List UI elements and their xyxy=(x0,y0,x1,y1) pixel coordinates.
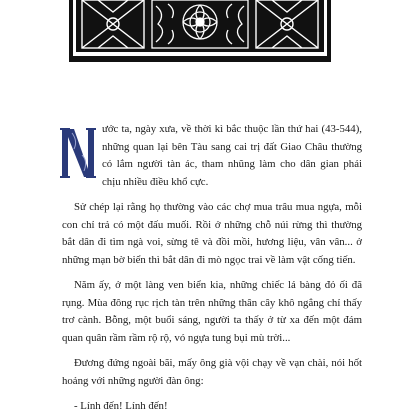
chapter-body xyxy=(62,121,362,416)
dropcap-n-icon xyxy=(60,127,96,179)
dialogue-line: - Lính đến! Lính đến! xyxy=(74,400,168,412)
paragraph-opening xyxy=(62,121,362,191)
paragraph: Sử chép lại rằng họ thường vào các chợ mua trâu mua ngựa, mỗi con chỉ trả có một đấu muối. Rồi ở những chỗ núi rừng thì thường bắt dân đi tìm ngà voi, sừng tê và đồi mồi, hương liệu, vân vân... ở những mạn bờ biển thì bắt dân đi mò ngọc trai về làm vật cống tiến. xyxy=(62,201,362,266)
paragraph: Năm ấy, ở một làng ven biển kia, những chiếc lá bàng đỏ ối đã rụng. Mùa đông rục rịch tàn trên những thân cây khô ngẳng chỉ thấy trơ cành. Bỗng, một buổi sáng, người ta thấy ở từ xa đến một đám quan quân rầm rầm rộ rộ, vó ngựa tung bụi mù trời... xyxy=(62,279,362,344)
carved-ornament-icon xyxy=(68,0,332,64)
paragraph: Đương đứng ngoài bãi, mấy ông già vội chạy về vạn chài, nói hốt hoảng với những người đàn ông: xyxy=(62,357,362,387)
paragraph-text: ước ta, ngày xưa, về thời kì bắc thuộc lần thứ hai (43-544), những quan lại bên Tàu sang cai trị đất Giao Châu thường có lắm người tàn ác, tham nhũng làm cho dân gian phải chịu nhiều điều khổ cực. xyxy=(102,123,362,188)
